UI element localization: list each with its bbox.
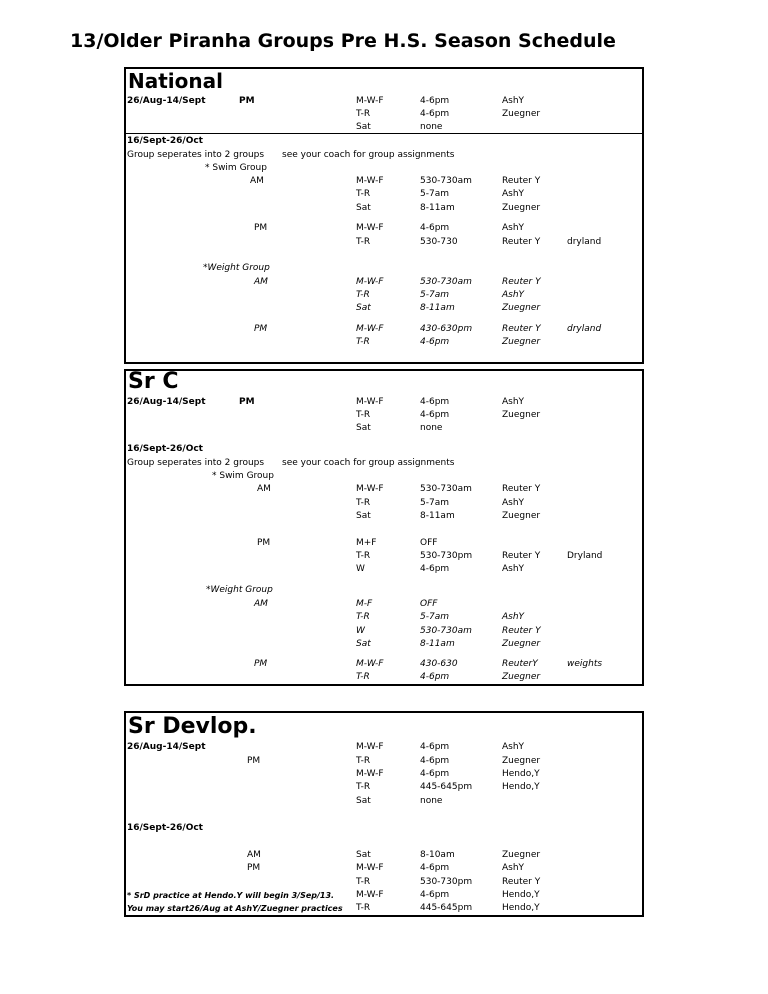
national-swim-label: * Swim Group [205,163,267,173]
srdev-p2-days-4: T-R [356,903,371,913]
srdev-p1-coach-1: Zuegner [502,756,541,766]
srdev-note-2: You may start26/Aug at AshY/Zuegner practices [127,904,343,913]
national-swim-am-days-2: Sat [356,203,371,213]
national-weight-pm-days-1: T-R [356,337,370,347]
src-p1-days-1: T-R [356,410,371,420]
national-p1-coach-0: AshY [502,96,525,106]
national-weight-pm-time-0: 430-630pm [420,324,473,334]
src-weight-am: AM [254,599,268,609]
national-swim-pm-time-1: 530-730 [420,237,458,247]
national-swim-am-days-1: T-R [356,189,371,199]
national-p1-coach-1: Zuegner [502,109,541,119]
national-swim-pm-days-1: T-R [356,237,371,247]
national-swim-pm-coach-1: Reuter Y [502,237,541,247]
src-swim-pm-extra-1: Dryland [567,551,603,561]
src-p1-pm: PM [239,397,255,407]
national-swim-am-time-1: 5-7am [420,189,449,199]
src-weight-pm-coach-1: Zuegner [502,672,541,682]
src-weight-am-time-0: OFF [420,599,438,609]
srdev-p1-time-0: 4-6pm [420,742,450,752]
src-swim-am-days-0: M-W-F [356,484,384,494]
national-weight-am-days-2: Sat [356,303,371,313]
src-swim-am-time-1: 5-7am [420,498,449,508]
national-p2-note: Group seperates into 2 groups [127,150,265,160]
srdev-p2-time-3: 4-6pm [420,890,450,900]
src-swim-pm-coach-1: Reuter Y [502,551,541,561]
srdev-p1-time-3: 445-645pm [420,782,473,792]
src-swim-pm-time-0: OFF [420,538,438,548]
src-swim-am-coach-0: Reuter Y [502,484,541,494]
srdev-p1-time-2: 4-6pm [420,769,450,779]
src-p1-time-1: 4-6pm [420,410,450,420]
src-weight-pm-coach-0: ReuterY [502,659,538,669]
national-weight-am-days-1: T-R [356,290,370,300]
src-weight-am-coach-2: Reuter Y [502,626,541,636]
national-p1-time-2: none [420,122,443,132]
srdev-p2-time-0: 8-10am [420,850,455,860]
national-weight-am-time-1: 5-7am [420,290,449,300]
src-swim-label: * Swim Group [212,471,274,481]
src-swim-pm-days-0: M+F [356,538,377,548]
src-swim-am-time-2: 8-11am [420,511,455,521]
national-swim-am-time-2: 8-11am [420,203,455,213]
srdev-p2-coach-0: Zuegner [502,850,541,860]
srdev-p1-pm: PM [247,756,261,766]
national-swim-am-coach-1: AshY [502,189,525,199]
src-p1-coach-0: AshY [502,397,525,407]
src-swim-am-coach-1: AshY [502,498,525,508]
src-swim-am: AM [257,484,271,494]
src-swim-am-time-0: 530-730am [420,484,472,494]
src-weight-am-days-1: T-R [356,612,370,622]
national-p1-time-0: 4-6pm [420,96,450,106]
national-weight-am-time-0: 530-730am [420,277,472,287]
srdev-p2-days-2: T-R [356,877,371,887]
src-swim-pm-time-1: 530-730pm [420,551,473,561]
national-swim-pm-extra-1: dryland [567,237,602,247]
national-weight-am-coach-2: Zuegner [502,303,541,313]
srdev-p1-days-0: M-W-F [356,742,384,752]
srdev-p2-time-1: 4-6pm [420,863,450,873]
national-swim-pm: PM [254,223,268,233]
national-p1-time-1: 4-6pm [420,109,450,119]
src-swim-pm: PM [257,538,271,548]
src-weight-pm-days-0: M-W-F [356,659,384,669]
src-p2-assign: see your coach for group assignments [282,458,455,468]
srdev-p2-days-1: M-W-F [356,863,384,873]
national-swim-pm-coach-0: AshY [502,223,525,233]
national-divider [125,133,643,134]
srdev-p1-days-4: Sat [356,796,371,806]
src-p2-dates: 16/Sept-26/Oct [127,444,203,454]
src-p1-time-2: none [420,423,443,433]
src-p1-time-0: 4-6pm [420,397,450,407]
srdev-p1-dates: 26/Aug-14/Sept [127,742,206,752]
src-swim-am-coach-2: Zuegner [502,511,541,521]
page-title: 13/Older Piranha Groups Pre H.S. Season Schedule [70,30,616,52]
src-weight-am-time-1: 5-7am [420,612,449,622]
srdev-p2-dates: 16/Sept-26/Oct [127,823,203,833]
national-weight-am-coach-0: Reuter Y [502,277,541,287]
national-weight-pm-coach-1: Zuegner [502,337,541,347]
src-weight-pm-extra-0: weights [567,659,603,669]
srdev-p1-days-2: M-W-F [356,769,384,779]
national-swim-pm-time-0: 4-6pm [420,223,450,233]
src-weight-pm-days-1: T-R [356,672,370,682]
srdev-p2-am: AM [247,850,261,860]
national-swim-am-time-0: 530-730am [420,176,472,186]
national-weight-pm-coach-0: Reuter Y [502,324,541,334]
srdev-p2-pm: PM [247,863,261,873]
src-p2-note: Group seperates into 2 groups [127,458,265,468]
src-weight-am-days-2: W [356,626,365,636]
srdev-p2-time-2: 530-730pm [420,877,473,887]
national-swim-am-days-0: M-W-F [356,176,384,186]
srdev-p2-coach-4: Hendo,Y [502,903,540,913]
national-weight-pm-time-1: 4-6pm [420,337,450,347]
src-swim-pm-coach-2: AshY [502,564,525,574]
national-p1-dates: 26/Aug-14/Sept [127,96,206,106]
national-p1-days-1: T-R [356,109,371,119]
national-weight-am-coach-1: AshY [502,290,525,300]
national-weight-am-time-2: 8-11am [420,303,455,313]
srdev-p1-days-1: T-R [356,756,371,766]
src-p1-days-2: Sat [356,423,371,433]
national-weight-am: AM [254,277,268,287]
national-box [124,67,644,364]
srdev-p2-time-4: 445-645pm [420,903,473,913]
src-swim-pm-days-1: T-R [356,551,371,561]
national-p2-assign: see your coach for group assignments [282,150,455,160]
src-weight-am-days-0: M-F [356,599,373,609]
src-weight-pm-time-0: 430-630 [420,659,458,669]
srdev-heading: Sr Devlop. [128,714,257,739]
srdev-p2-coach-3: Hendo,Y [502,890,540,900]
srdev-p2-coach-1: AshY [502,863,525,873]
srdev-p1-coach-3: Hendo,Y [502,782,540,792]
national-heading: National [128,69,223,93]
srdev-p2-days-3: M-W-F [356,890,384,900]
src-swim-am-days-1: T-R [356,498,371,508]
src-box [124,369,644,686]
srdev-note-1: * SrD practice at Hendo.Y will begin 3/Sep/13. [127,891,335,900]
src-weight-am-coach-1: AshY [502,612,525,622]
src-swim-pm-time-2: 4-6pm [420,564,450,574]
national-weight-pm-days-0: M-W-F [356,324,384,334]
srdev-p1-coach-0: AshY [502,742,525,752]
src-swim-am-days-2: Sat [356,511,371,521]
src-weight-am-coach-3: Zuegner [502,639,541,649]
src-p1-dates: 26/Aug-14/Sept [127,397,206,407]
src-weight-am-time-3: 8-11am [420,639,455,649]
national-weight-label: *Weight Group [203,263,270,273]
national-swim-am-coach-0: Reuter Y [502,176,541,186]
national-weight-pm-extra-0: dryland [567,324,602,334]
national-p1-days-0: M-W-F [356,96,384,106]
src-weight-am-days-3: Sat [356,639,371,649]
src-p1-days-0: M-W-F [356,397,384,407]
srdev-p1-time-1: 4-6pm [420,756,450,766]
national-swim-am: AM [250,176,264,186]
national-p1-days-2: Sat [356,122,371,132]
national-swim-am-coach-2: Zuegner [502,203,541,213]
national-p1-pm: PM [239,96,255,106]
national-p2-dates: 16/Sept-26/Oct [127,136,203,146]
srdev-p1-coach-2: Hendo,Y [502,769,540,779]
src-weight-pm-time-1: 4-6pm [420,672,450,682]
srdev-p1-time-4: none [420,796,443,806]
src-weight-label: *Weight Group [206,585,273,595]
src-swim-pm-days-2: W [356,564,365,574]
national-swim-pm-days-0: M-W-F [356,223,384,233]
src-weight-am-time-2: 530-730am [420,626,472,636]
national-weight-am-days-0: M-W-F [356,277,384,287]
national-weight-pm: PM [254,324,268,334]
src-heading: Sr C [128,369,179,394]
srdev-p1-days-3: T-R [356,782,371,792]
srdev-p2-coach-2: Reuter Y [502,877,541,887]
srdev-p2-days-0: Sat [356,850,371,860]
src-weight-pm: PM [254,659,268,669]
src-p1-coach-1: Zuegner [502,410,541,420]
